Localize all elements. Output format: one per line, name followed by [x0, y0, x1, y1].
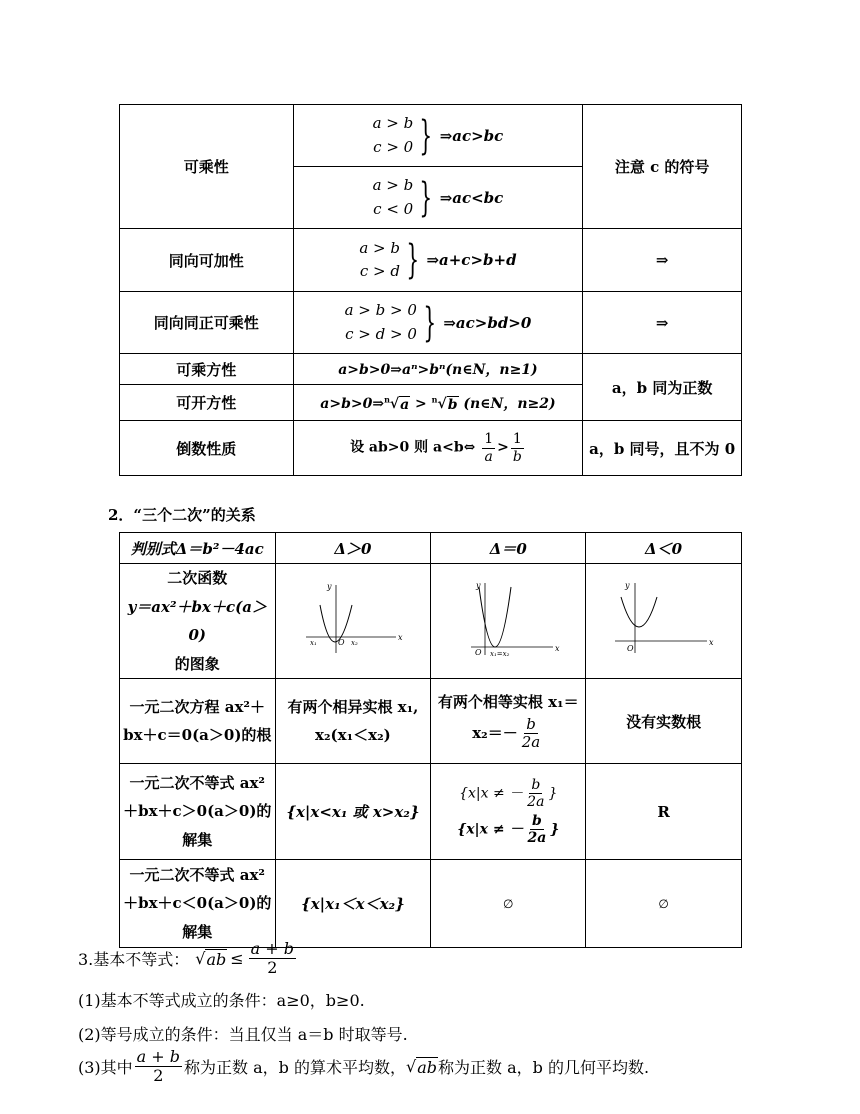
row-label: 一元二次不等式 ax² ＋bx＋c＞0(a＞0)的 解集	[120, 764, 276, 860]
inequality-properties-table	[119, 104, 742, 476]
note-cell: ⇒	[583, 292, 742, 354]
solution-set-cell: {x|x ≠ － $\frac{b}{2a}$ } {x|x ≠ － $\frac{b}{2a}$ }	[431, 764, 586, 860]
property-name: 可乘性	[120, 105, 294, 229]
svg-text:x₁: x₁	[309, 639, 317, 647]
formula-cell: a > b > 0 c > d > 0 } ⇒ac>bd>0	[293, 292, 583, 354]
solution-set-cell: {x|x<x₁ 或 x>x₂}	[275, 764, 431, 860]
svg-text:x: x	[397, 633, 403, 642]
property-name: 可开方性	[120, 385, 294, 421]
property-name: 可乘方性	[120, 354, 294, 385]
header-cell: 判别式Δ＝b²－4ac	[120, 533, 276, 564]
row-label: 二次函数 y＝ax²＋bx＋c(a＞0) 的图象	[120, 564, 276, 679]
graph-two-roots	[275, 564, 431, 679]
svg-text:x: x	[555, 644, 560, 653]
svg-text:y: y	[326, 582, 332, 591]
svg-text:x₂: x₂	[350, 639, 358, 647]
graph-no-root	[586, 564, 742, 679]
solution-set-cell: ∅	[586, 860, 742, 948]
header-cell: Δ＜0	[586, 533, 742, 564]
svg-text:O: O	[337, 638, 345, 647]
quadratic-relations-table	[119, 532, 742, 948]
row-label: 一元二次方程 ax²＋ bx＋c＝0(a＞0)的根	[120, 679, 276, 764]
property-name: 同向同正可乘性	[120, 292, 294, 354]
solution-set-cell: {x|x₁＜x＜x₂}	[275, 860, 431, 948]
roots-cell: 有两个相异实根 x₁, x₂(x₁＜x₂)	[275, 679, 431, 764]
note-cell: ⇒	[583, 229, 742, 292]
equal-root-cell: 有两个相等实根 x₁＝ x₂＝－ $\frac{b}{2a}$	[431, 679, 586, 764]
header-cell: Δ＝0	[431, 533, 586, 564]
formula-cell: a>b>0⇒aⁿ>bⁿ(n∈N，n≥1)	[293, 354, 583, 385]
graph-one-root	[431, 564, 586, 679]
row-label: 一元二次不等式 ax² ＋bx＋c＜0(a＞0)的 解集	[120, 860, 276, 948]
note-cell: a，b 同号，且不为 0	[583, 421, 742, 476]
basic-inequality-title: 3.基本不等式： √ ab ≤ $\frac{a + b}{2}$	[78, 939, 295, 978]
header-cell: Δ＞0	[275, 533, 431, 564]
note-cell: a，b 同为正数	[583, 354, 742, 421]
section-title: 2．“三个二次”的关系	[108, 506, 256, 524]
no-root-cell: 没有实数根	[586, 679, 742, 764]
svg-text:x: x	[708, 638, 714, 647]
formula-cell: a > b c < 0 } ⇒ac<bc	[293, 167, 583, 229]
formula-cell: 设 ab>0 则 a<b⇔ $\frac{1}{a}$ > $\frac{1}{b}$	[293, 421, 583, 476]
svg-text:x₁=x₂: x₁=x₂	[490, 650, 510, 658]
equality-line: (2)等号成立的条件：当且仅当 a＝b 时取等号.	[78, 1025, 408, 1044]
formula-cell: a > b c > 0 } ⇒ac>bc	[293, 105, 583, 167]
solution-set-cell: R	[586, 764, 742, 860]
condition-line: (1)基本不等式成立的条件：a≥0，b≥0.	[78, 991, 365, 1010]
solution-set-cell: ∅	[431, 860, 586, 948]
formula-cell: a>b>0⇒$^n$ √ a > $^n$ √ b (n∈N，n≥2)	[293, 385, 583, 421]
svg-text:y: y	[476, 581, 481, 590]
formula-cell: a > b c > d } ⇒a+c>b+d	[293, 229, 583, 292]
property-name: 倒数性质	[120, 421, 294, 476]
property-name: 同向可加性	[120, 229, 294, 292]
svg-text:O: O	[626, 644, 634, 653]
svg-text:O: O	[475, 648, 482, 657]
note-cell: 注意 c 的符号	[583, 105, 742, 229]
mean-definition-line: (3)其中 $\frac{a + b}{2}$ 称为正数 a，b 的算术平均数， √ ab 称为正数 a，b 的几何平均数.	[78, 1047, 650, 1086]
svg-text:y: y	[624, 581, 630, 590]
